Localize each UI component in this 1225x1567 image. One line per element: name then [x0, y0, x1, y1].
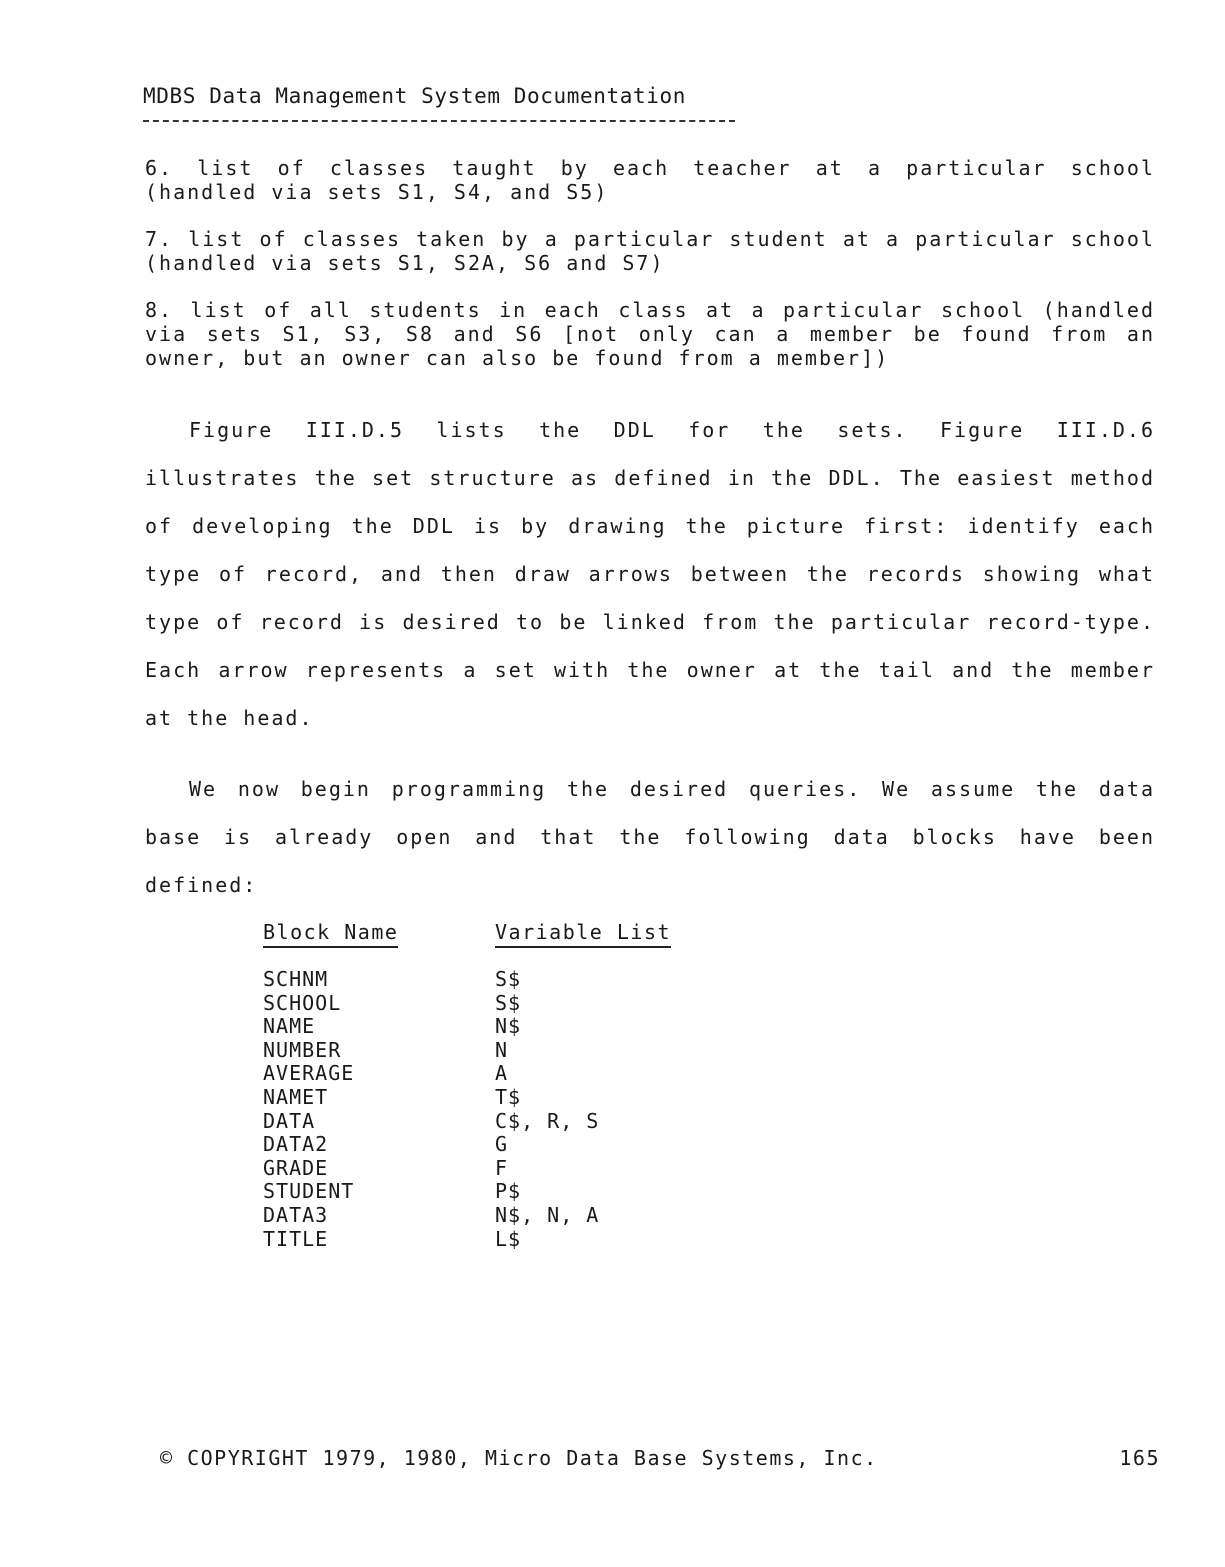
table-row [263, 1156, 763, 1180]
variable-list: N [495, 1037, 509, 1062]
block-name: SCHNM [263, 967, 329, 991]
table-row [263, 1061, 763, 1085]
page-header: MDBS Data Management System Documentation [143, 84, 735, 122]
variable-list: N$, N, A [495, 1202, 600, 1227]
figure-paragraph: Figure III.D.5 lists the DDL for the sets. Figure III.D.6 illustrates the set structure as defined in the DDL. The easiest method of developing the DDL is by drawing the picture first: identify each type of record, and then draw arrows between the records showing what type of record is desired to be linked from the particular record-type. Each arrow represents a set with the owner at the tail and the member at the head. [145, 418, 1155, 730]
table-row [263, 1203, 763, 1227]
column-header-block-name: Block Name [263, 920, 398, 948]
block-name: STUDENT [263, 1179, 355, 1204]
block-name: DATA [263, 1108, 316, 1133]
block-name: TITLE [263, 1226, 329, 1251]
column-header-variable-list: Variable List [495, 920, 671, 948]
variable-list: C$, R, S [495, 1108, 600, 1133]
list-item-7: 7. list of classes taken by a particular student at a particular school (handled via sets S1, S2A, S6 and S7) [145, 227, 1155, 275]
copyright-notice: © COPYRIGHT 1979, 1980, Micro Data Base Systems, Inc. [160, 1446, 878, 1470]
variable-list: T$ [495, 1084, 522, 1109]
table-body [263, 967, 763, 1250]
table-row [263, 1109, 763, 1133]
block-name: GRADE [263, 1155, 329, 1180]
table-row [263, 1038, 763, 1062]
block-name: SCHOOL [263, 990, 342, 1015]
block-name: NUMBER [263, 1037, 342, 1062]
variable-list: G [495, 1132, 509, 1157]
block-name: NAMET [263, 1084, 329, 1109]
variable-list: A [495, 1061, 509, 1086]
block-name: DATA2 [263, 1132, 329, 1157]
list-item-6: 6. list of classes taught by each teacher at a particular school (handled via sets S1, S4, and S5) [145, 156, 1155, 204]
variable-list: F [495, 1155, 509, 1180]
list-item-8: 8. list of all students in each class at a particular school (handled via sets S1, S3, S8 and S6 [not only can a member be found from an owner, but an owner can also be found from a member]) [145, 298, 1155, 370]
table-row [263, 1179, 763, 1203]
table-row [263, 1085, 763, 1109]
block-name: NAME [263, 1014, 316, 1039]
queries-paragraph: We now begin programming the desired queries. We assume the data base is already open and that the following data blocks have been defined: [145, 777, 1155, 897]
table-row [263, 967, 763, 991]
variable-list: N$ [495, 1014, 522, 1039]
block-name: DATA3 [263, 1202, 329, 1227]
page-number: 165 [1119, 1446, 1160, 1470]
table-row [263, 991, 763, 1015]
table-row [263, 1132, 763, 1156]
variable-list: L$ [495, 1226, 522, 1251]
variable-list: P$ [495, 1179, 522, 1204]
variable-list: S$ [495, 967, 522, 991]
block-name: AVERAGE [263, 1061, 355, 1086]
variable-list: S$ [495, 990, 522, 1015]
table-row [263, 1014, 763, 1038]
table-row [263, 1227, 763, 1251]
